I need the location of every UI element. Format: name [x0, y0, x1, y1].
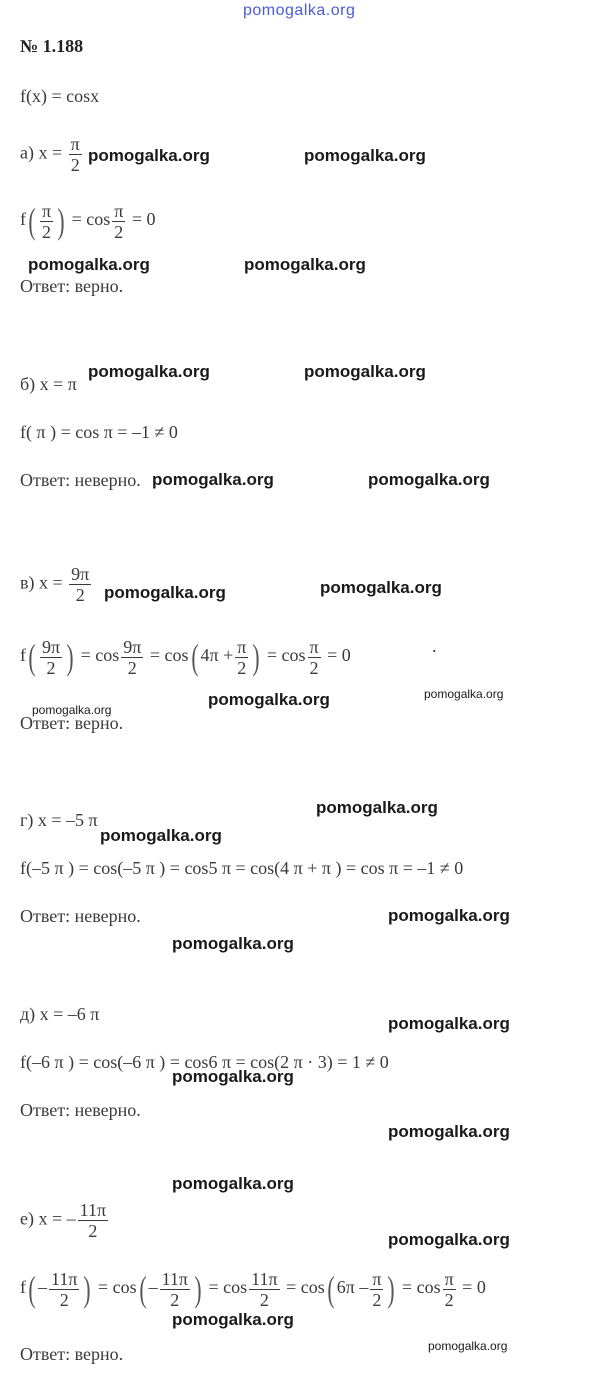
equation-term: = cos: [80, 645, 120, 666]
left-paren: (: [190, 637, 199, 677]
part-d-condition: д) x = –6 π: [20, 1004, 100, 1024]
part-v-condition: [20, 564, 93, 605]
watermark-small: pomogalka.org: [428, 1339, 508, 1353]
part-b-condition: б) x = π: [20, 374, 77, 394]
equation-term: = cos: [149, 645, 189, 666]
fraction-denominator: 2: [75, 585, 85, 605]
right-paren: ): [387, 1269, 396, 1309]
watermark: pomogalka.org: [388, 1014, 510, 1033]
part-b-equation: f( π ) = cos π = –1 ≠ 0: [20, 422, 178, 442]
left-paren: (: [28, 1269, 36, 1309]
part-a-label: а) x =: [20, 142, 63, 163]
equation-term: = cos: [286, 1277, 325, 1298]
fraction-numerator: π: [309, 636, 319, 657]
watermark: pomogalka.org: [304, 146, 426, 165]
equation-result: = 0: [327, 645, 351, 666]
function-symbol: f: [20, 1277, 26, 1298]
right-paren: ): [83, 1269, 92, 1309]
watermark: pomogalka.org: [388, 906, 510, 925]
fraction-numerator: π: [237, 636, 247, 657]
part-e-condition: [20, 1200, 110, 1241]
equation-term: = cos: [266, 645, 306, 666]
part-v-equation: [20, 636, 351, 678]
argument-fraction: [49, 1269, 79, 1310]
fraction-numerator: π: [372, 1268, 382, 1289]
watermark: pomogalka.org: [172, 934, 294, 953]
left-paren: (: [327, 1269, 335, 1309]
part-g-answer: Ответ: неверно.: [20, 906, 141, 926]
part-g-condition: г) x = –5 π: [20, 810, 98, 830]
part-v-label: в) x =: [20, 572, 63, 593]
fraction-numerator: 11π: [251, 1268, 278, 1289]
part-e-label: е) x = –: [20, 1208, 76, 1229]
watermark: pomogalka.org: [208, 690, 330, 709]
argument-fraction: [40, 201, 53, 242]
minus-sign: –: [38, 1277, 47, 1298]
watermark: pomogalka.org: [244, 255, 366, 274]
part-d-answer: Ответ: неверно.: [20, 1100, 141, 1120]
right-paren: ): [252, 637, 260, 677]
fraction-numerator: π: [114, 200, 124, 221]
minus-sign: –: [148, 1277, 158, 1298]
fraction-denominator: 2: [114, 221, 124, 242]
watermark: pomogalka.org: [172, 1174, 294, 1193]
watermark: pomogalka.org: [88, 146, 210, 165]
watermark: pomogalka.org: [304, 362, 426, 381]
equation-term: = cos: [97, 1277, 137, 1298]
watermark: pomogalka.org: [368, 470, 490, 489]
part-v-answer: Ответ: верно.: [20, 713, 124, 733]
watermark: pomogalka.org: [320, 578, 442, 597]
function-symbol: f: [20, 209, 26, 230]
cos-fraction: [443, 1269, 456, 1310]
inner-term: 4π +: [200, 645, 234, 666]
fraction-denominator: 2: [42, 221, 52, 242]
top-watermark: pomogalka.org: [243, 2, 356, 19]
fraction-numerator: π: [70, 134, 80, 154]
cos-fraction: [308, 637, 321, 678]
inner-fraction: [235, 637, 248, 678]
watermark: pomogalka.org: [100, 826, 222, 845]
left-paren: (: [28, 201, 36, 241]
watermark: pomogalka.org: [152, 470, 274, 489]
fraction-denominator: 2: [70, 155, 80, 175]
equation-term: = cos: [208, 1277, 248, 1298]
left-paren: (: [28, 637, 36, 677]
part-e-answer: Ответ: верно.: [20, 1344, 124, 1364]
fraction-numerator: 11π: [79, 1200, 107, 1220]
stray-dot: .: [432, 636, 437, 656]
inner-fraction: [370, 1269, 383, 1310]
left-paren: (: [138, 1269, 147, 1309]
inner-term: 6π –: [336, 1277, 369, 1298]
equation-term: = cos: [401, 1277, 441, 1298]
part-a-condition: [20, 134, 84, 175]
part-a-answer: Ответ: верно.: [20, 276, 124, 296]
watermark: pomogalka.org: [88, 362, 210, 381]
watermark-small: pomogalka.org: [424, 687, 504, 701]
part-e-fraction: [78, 1200, 108, 1241]
fraction-denominator: 2: [88, 1221, 98, 1241]
watermark: pomogalka.org: [104, 583, 226, 602]
fraction-numerator: π: [42, 200, 52, 221]
part-b-answer: Ответ: неверно.: [20, 470, 141, 490]
watermark: pomogalka.org: [388, 1122, 510, 1141]
function-definition: f(x) = cosx: [20, 86, 100, 106]
part-v-fraction: [69, 564, 91, 605]
fraction-numerator: 9π: [42, 636, 61, 657]
watermark: pomogalka.org: [316, 798, 438, 817]
problem-number: № 1.188: [20, 36, 84, 56]
fraction-numerator: 9π: [123, 636, 142, 657]
right-paren: ): [57, 201, 65, 241]
cos-fraction: [112, 201, 125, 242]
right-paren: ): [194, 1269, 202, 1309]
fraction-numerator: 11π: [51, 1268, 78, 1289]
fraction-denominator: 2: [59, 1289, 69, 1310]
fraction-denominator: 2: [372, 1289, 382, 1310]
fraction-numerator: 9π: [71, 564, 90, 584]
watermark: pomogalka.org: [172, 1067, 294, 1086]
cos-fraction: [121, 637, 143, 678]
fraction-denominator: 2: [309, 657, 319, 678]
equation-term: = cos: [71, 209, 111, 230]
fraction-denominator: 2: [237, 657, 247, 678]
inner-fraction: [160, 1269, 190, 1310]
right-paren: ): [66, 637, 74, 677]
fraction-denominator: 2: [170, 1289, 180, 1310]
watermark: pomogalka.org: [388, 1230, 510, 1249]
fraction-denominator: 2: [46, 657, 56, 678]
part-d-equation: f(–6 π ) = cos(–6 π ) = cos6 π = cos(2 π · 3) = 1 ≠ 0: [20, 1052, 389, 1072]
watermark: pomogalka.org: [28, 255, 150, 274]
fraction-numerator: π: [444, 1268, 454, 1289]
part-e-equation: [20, 1268, 486, 1310]
watermark: pomogalka.org: [172, 1310, 294, 1329]
fraction-denominator: 2: [444, 1289, 454, 1310]
cos-fraction: [249, 1269, 279, 1310]
fraction-denominator: 2: [259, 1289, 269, 1310]
part-a-fraction: [69, 134, 82, 175]
argument-fraction: [40, 637, 62, 678]
equation-result: = 0: [131, 209, 156, 230]
part-g-equation: f(–5 π ) = cos(–5 π ) = cos5 π = cos(4 π + π ) = cos π = –1 ≠ 0: [20, 858, 464, 878]
part-a-equation: [20, 200, 156, 242]
equation-result: = 0: [462, 1277, 486, 1298]
function-symbol: f: [20, 645, 26, 666]
watermark-small: pomogalka.org: [32, 703, 112, 717]
fraction-denominator: 2: [127, 657, 137, 678]
fraction-numerator: 11π: [161, 1268, 188, 1289]
